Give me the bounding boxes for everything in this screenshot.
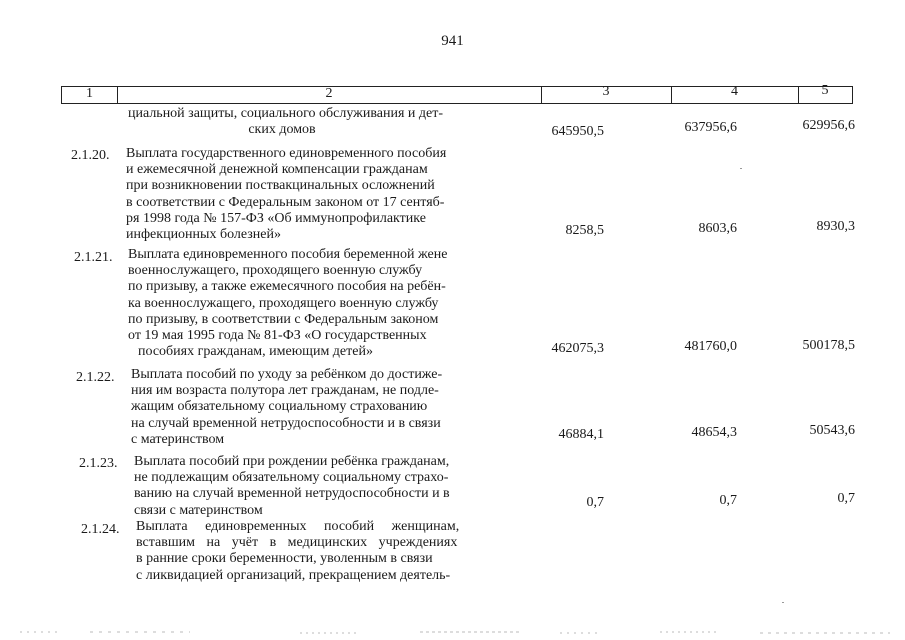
header-col-4: 4 (671, 87, 799, 103)
row-description: Выплата пособий по уходу за ребёнком до достиже- ния им возраста полутора лет гражданам, не подле- жащим обязательному социальному страхованию на случай временной нетрудоспособности и в связи с материнством (131, 367, 443, 447)
value-col-3: 462075,3 (551, 341, 604, 356)
value-col-3: 645950,5 (551, 124, 604, 139)
row-description: Выплата пособий при рождении ребёнка гражданам, не подлежащим обязательному социальному страхо- ванию на случай временной нетрудоспособности и в связи с материнством (134, 454, 450, 518)
header-col-1: 1 (62, 87, 118, 103)
row-description: Выплата единовременного пособия беременной жене военнослужащего, проходящего военную службу по призыву, а также ежемесячного пособия на ребён- ка военнослужащего, проходящего военную службу по призыву, в соответствии с Федеральным законом от 19 мая 1995 года № 81-ФЗ «О государственных пособиях гражданам, имеющим детей» (128, 247, 448, 360)
value-col-5: 629956,6 (802, 118, 855, 133)
row-description: Выплата государственного единовременного пособия и ежемесячной денежной компенсации гражданам при возникновении поствакцинальных осложнений в соответствии с Федеральным законом от 17 сентяб- ря 1998 года № 157-ФЗ «Об иммунопрофилактике инфекционных болезней» (126, 146, 447, 243)
row-code: 2.1.20. (71, 148, 110, 163)
value-col-4: 637956,6 (684, 120, 737, 135)
scan-speck (740, 168, 742, 169)
value-col-4: 8603,6 (698, 221, 737, 236)
row-code: 2.1.22. (76, 370, 115, 385)
row-description: Выплата единовременных пособий женщинам, вставшим на учёт в медицинских учреждениях в ранние сроки беременности, уволенным в связи с ликвидацией организаций, прекращением деятель- (136, 519, 460, 583)
row-code: 2.1.21. (74, 250, 113, 265)
header-col-2: 2 (117, 87, 542, 103)
value-col-5: 0,7 (837, 491, 855, 506)
value-col-5: 8930,3 (816, 219, 855, 234)
value-col-3: 8258,5 (565, 223, 604, 238)
row-description: циальной защиты, социального обслуживания и дет- ских домов (128, 106, 443, 138)
value-col-4: 0,7 (719, 493, 737, 508)
scan-edge-noise (0, 628, 905, 636)
table-header-row (61, 83, 853, 104)
value-col-5: 50543,6 (809, 423, 855, 438)
header-col-3: 3 (541, 87, 672, 103)
value-col-5: 500178,5 (802, 338, 855, 353)
scan-speck (782, 602, 784, 603)
value-col-4: 481760,0 (684, 339, 737, 354)
row-code: 2.1.24. (81, 522, 120, 537)
value-col-3: 46884,1 (558, 427, 604, 442)
value-col-3: 0,7 (586, 495, 604, 510)
header-col-5: 5 (821, 83, 829, 98)
row-code: 2.1.23. (79, 456, 118, 471)
page-number: 941 (441, 33, 464, 49)
value-col-4: 48654,3 (691, 425, 737, 440)
